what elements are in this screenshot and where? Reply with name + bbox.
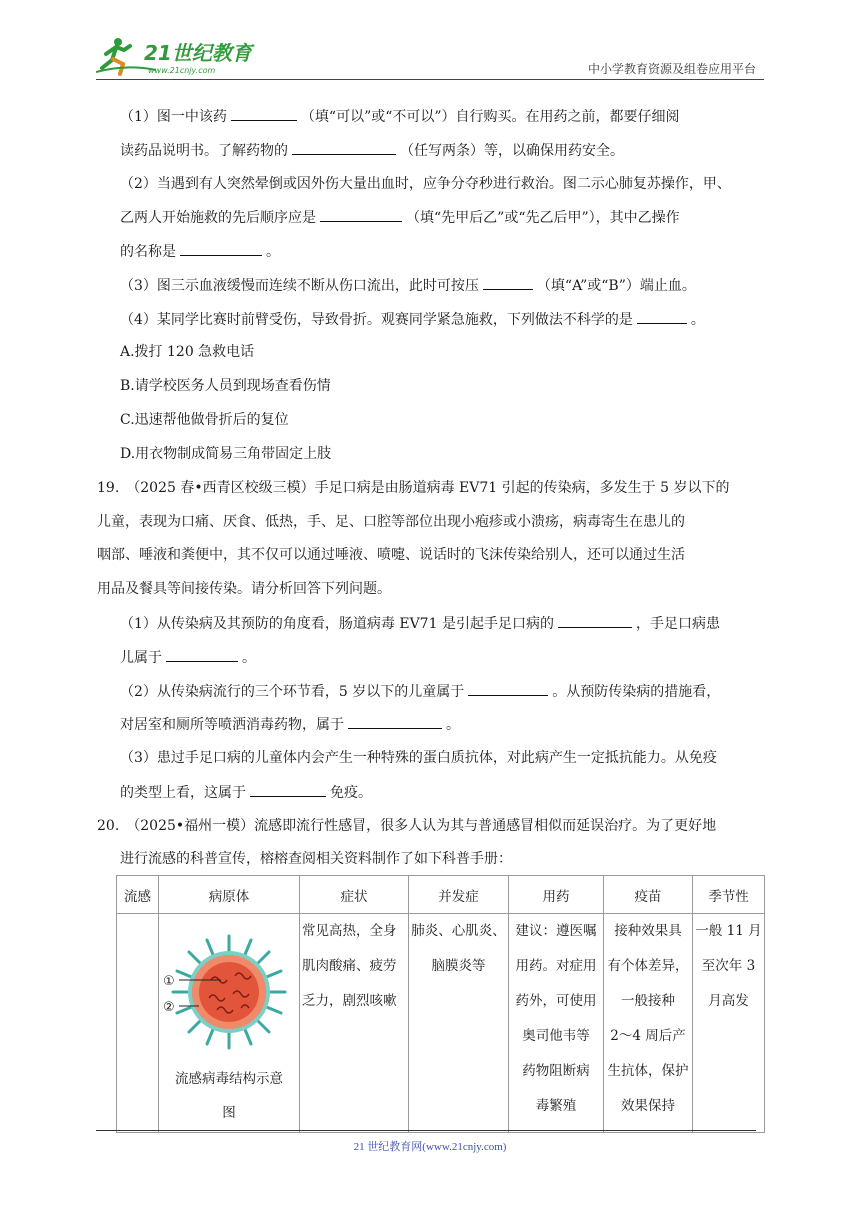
answer-blank[interactable] <box>558 613 632 628</box>
figure-caption: 流感病毒结构示意 图 <box>175 1071 283 1121</box>
season-cell: 一般 11 月 至次年 3 月高发 <box>693 914 765 1133</box>
table-header-row <box>117 876 765 914</box>
q19-part3-line2: 的类型上看，这属于 免疫。 <box>120 782 372 803</box>
answer-blank[interactable] <box>637 309 687 324</box>
flu-info-table <box>116 875 765 1133</box>
q19-part2-line2: 对居室和厕所等喷洒消毒药物，属于 。 <box>120 714 460 735</box>
symptoms-cell: 常见高热，全身 肌肉酸痛、疲劳 乏力，剧烈咳嗽 <box>300 914 409 1133</box>
answer-blank[interactable] <box>180 241 262 256</box>
q18-part4: （4）某同学比赛时前臂受伤，导致骨折。观赛同学紧急施救，下列做法不科学的是 。 <box>120 309 705 330</box>
medication-cell: 建议：遵医嘱 用药。对症用 药外，可使用 奥司他韦等 药物阻断病 毒繁殖 <box>509 914 604 1133</box>
table-header: 流感 <box>117 876 159 914</box>
site-logo <box>96 34 266 78</box>
complications-cell: 肺炎、心肌炎、 脑膜炎等 <box>409 914 509 1133</box>
table-cell-empty <box>117 914 159 1133</box>
q19-line2: 儿童，表现为口痛、厌食、低热，手、足、口腔等部位出现小疱疹或小溃疡，病毒寄生在患儿的 <box>97 514 685 530</box>
table-header: 疫苗 <box>604 876 693 914</box>
q18-part2-line1: （2）当遇到有人突然晕倒或因外伤大量出血时，应争分夺秒进行救治。图二示心肺复苏操作，甲、 <box>120 176 731 192</box>
q18-part1-line2: 读药品说明书。了解药物的 （任写两条）等，以确保用药安全。 <box>120 140 624 161</box>
q18-part2-line3: 的名称是 。 <box>120 241 280 262</box>
platform-name: 中小学教育资源及组卷应用平台 <box>587 62 756 76</box>
answer-blank[interactable] <box>348 714 442 729</box>
answer-blank[interactable] <box>483 275 533 290</box>
q18-part3: （3）图三示血液缓慢而连续不断从伤口流出，此时可按压 （填“A”或“B”）端止血。 <box>120 275 696 296</box>
answer-blank[interactable] <box>231 106 297 121</box>
option-d: D.用衣物制成简易三角带固定上肢 <box>120 446 332 462</box>
label-1: ① <box>163 974 175 989</box>
q19-part3-line1: （3）患过手足口病的儿童体内会产生一种特殊的蛋白质抗体，对此病产生一定抵抗能力。从免疫 <box>120 750 717 766</box>
table-row <box>117 914 765 1133</box>
answer-blank[interactable] <box>292 140 396 155</box>
table-header: 并发症 <box>409 876 509 914</box>
option-c: C.迅速帮他做骨折后的复位 <box>120 412 289 428</box>
q19-part2-line1: （2）从传染病流行的三个环节看，5 岁以下的儿童属于 。从预防传染病的措施看， <box>120 681 720 702</box>
answer-blank[interactable] <box>468 681 548 696</box>
logo-text: 21世纪教育 <box>144 41 252 65</box>
q20-line2: 进行流感的科普宣传，榕榕查阅相关资料制作了如下科普手册： <box>120 851 512 867</box>
answer-blank[interactable] <box>320 207 402 222</box>
table-header: 症状 <box>300 876 409 914</box>
footer-divider <box>96 1130 756 1131</box>
table-header: 用药 <box>509 876 604 914</box>
q20-line1: 20. （2025•福州一模）流感即流行性感冒，很多人认为其与普通感冒相似而延误治疗。为了更好地 <box>97 818 717 834</box>
table-header: 病原体 <box>159 876 300 914</box>
table-header: 季节性 <box>693 876 765 914</box>
q19-line3: 咽部、唾液和粪便中，其不仅可以通过唾液、喷嚏、说话时的飞沫传染给别人，还可以通过生活 <box>97 547 685 563</box>
option-a: A.拨打 120 急救电话 <box>120 344 255 360</box>
q18-part2-line2: 乙两人开始施救的先后顺序应是 （填“先甲后乙”或“先乙后甲”），其中乙操作 <box>120 207 680 228</box>
answer-blank[interactable] <box>166 647 238 662</box>
q19-part1-line1: （1）从传染病及其预防的角度看，肠道病毒 EV71 是引起手足口病的 ，手足口病患 <box>120 613 720 634</box>
header-divider <box>96 79 764 80</box>
label-2: ② <box>163 1000 175 1015</box>
q18-part1-line1: （1）图一中该药 （填“可以”或“不可以”）自行购买。在用药之前，都要仔细阅 <box>120 106 680 127</box>
pathogen-cell <box>159 914 300 1133</box>
q19-line1: 19. （2025 春•西青区校级三模）手足口病是由肠道病毒 EV71 引起的传染病，多发生于 5 岁以下的 <box>97 480 730 496</box>
vaccine-cell: 接种效果具 有个体差异， 一般接种 2～4 周后产 生抗体，保护 效果保持 <box>604 914 693 1133</box>
q19-line4: 用品及餐具等间接传染。请分析回答下列问题。 <box>97 581 391 597</box>
answer-blank[interactable] <box>250 782 326 797</box>
flu-virus-diagram <box>159 914 299 1064</box>
footer-text[interactable]: 21 世纪教育网(www.21cnjy.com) <box>353 1141 507 1153</box>
option-b: B.请学校医务人员到现场查看伤情 <box>120 378 331 394</box>
logo-url: www.21cnjy.com <box>148 66 216 75</box>
page-header <box>96 34 764 80</box>
q19-part1-line2: 儿属于 。 <box>120 647 256 668</box>
